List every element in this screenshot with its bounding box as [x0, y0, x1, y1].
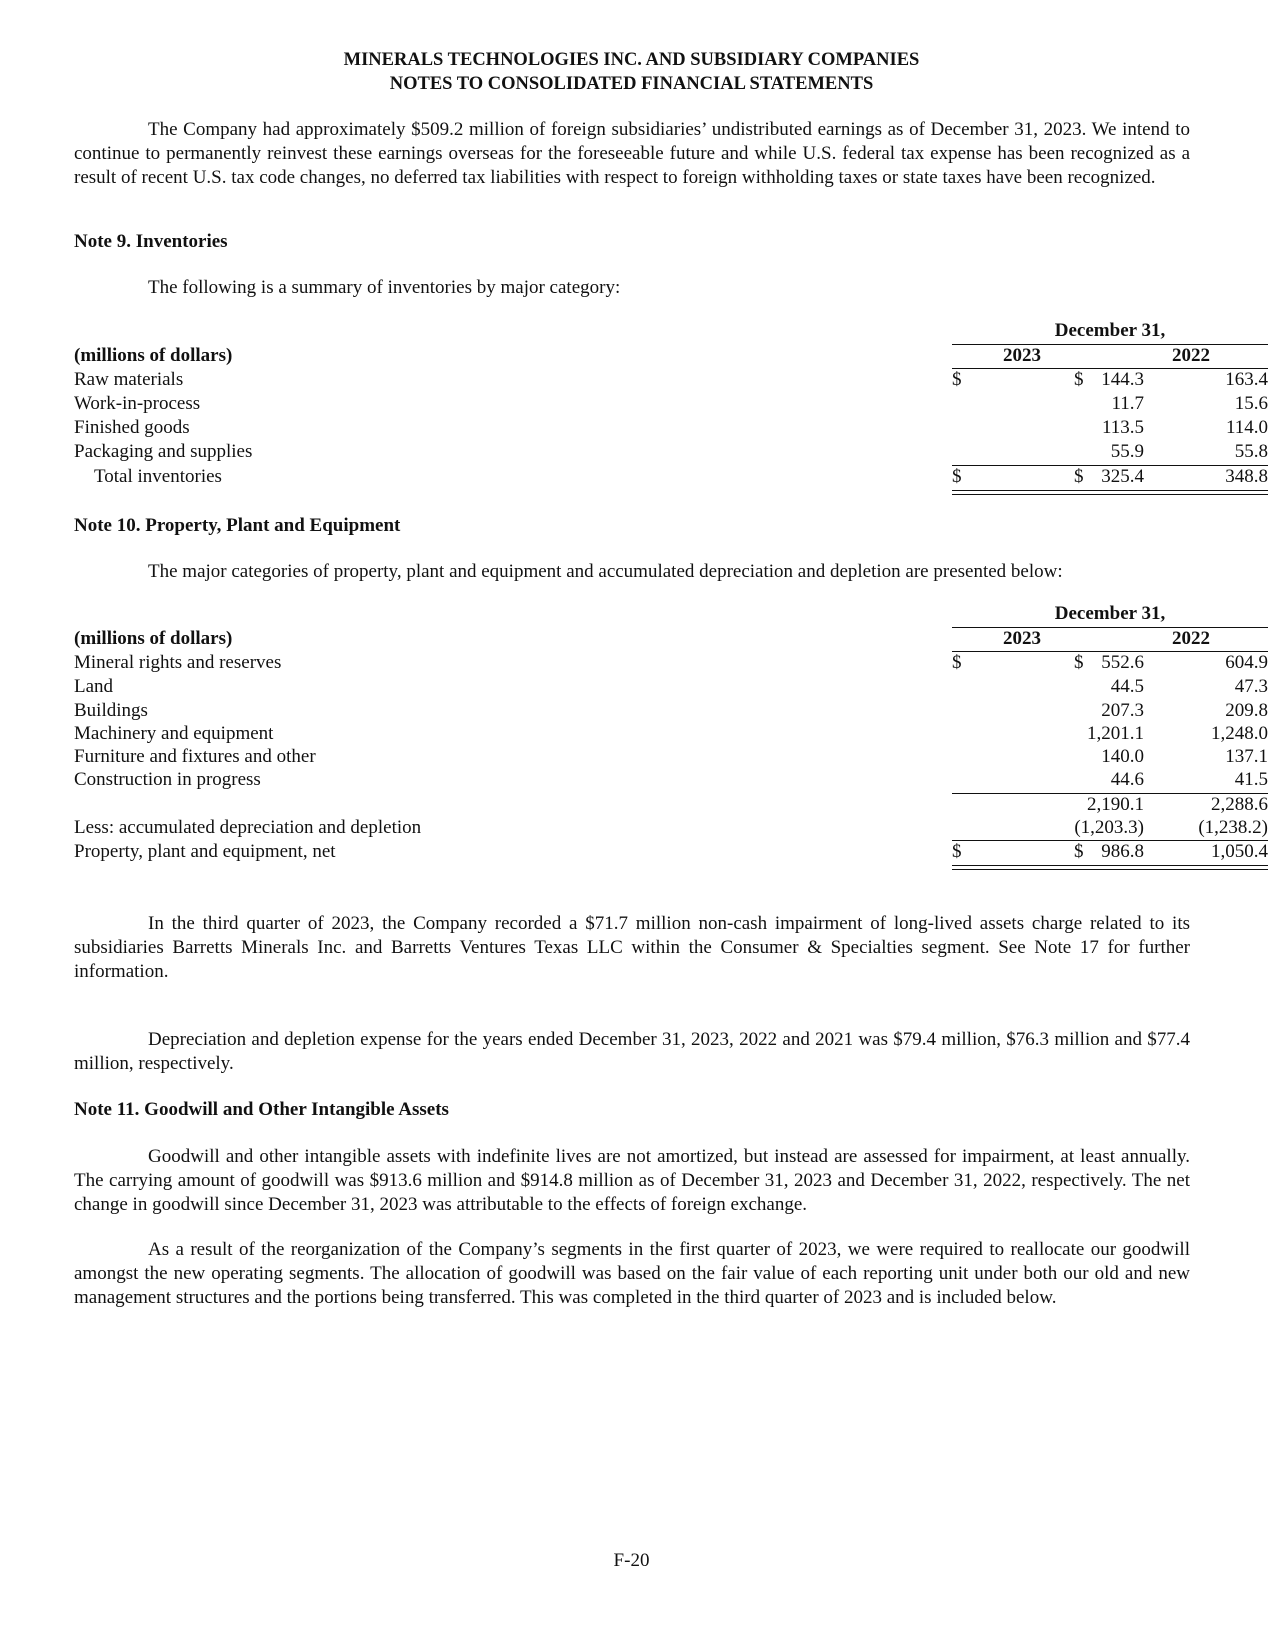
- note9-intro: [74, 276, 1190, 300]
- row-label: Machinery and equipment: [74, 723, 274, 744]
- row-label: Land: [74, 676, 114, 697]
- goodwill-paragraph: [74, 1145, 1190, 1217]
- value-2023: 55.9: [1110, 441, 1144, 462]
- value-2022: 348.8: [1225, 466, 1268, 487]
- value-2023: 44.6: [1110, 769, 1144, 790]
- column-header-row: [74, 627, 1210, 651]
- table-row: [74, 416, 1268, 440]
- value-2023: 325.4: [1101, 466, 1144, 487]
- paragraph-text: Goodwill and other intangible assets with indefinite lives are not amortized, but instead are assessed for impairment, at least annually. The carrying amount of goodwill was $913.6 million and $914.8 million as of December 31, 2023 and December 31, 2022, respectively. The net change in goodwill since December 31, 2023 was attributable to the effects of foreign exchange.: [74, 1146, 1190, 1215]
- units-label: (millions of dollars): [74, 628, 233, 649]
- depreciation-paragraph: [74, 1028, 1190, 1076]
- row-label: Furniture and fixtures and other: [74, 746, 316, 767]
- dollar-sign: $: [1074, 841, 1084, 862]
- total-double-underline: [1074, 490, 1268, 495]
- value-2022: (1,238.2): [1198, 817, 1268, 838]
- value-2022: 114.0: [1225, 417, 1268, 438]
- column-header-row: [74, 344, 1210, 368]
- row-label: Raw materials: [74, 369, 184, 390]
- paragraph-text: Depreciation and depletion expense for the years ended December 31, 2023, 2022 and 2021 was $79.4 million, $76.3 million and $77.4 million, respectively.: [74, 1029, 1190, 1074]
- col-2022-header: 2022: [1172, 345, 1210, 366]
- table-row-total: [74, 840, 1268, 864]
- row-label: Finished goods: [74, 417, 190, 438]
- value-2023: 113.5: [1101, 417, 1144, 438]
- table-row: [74, 675, 1268, 699]
- value-2022: 47.3: [1234, 676, 1268, 697]
- dollar-sign: $: [952, 466, 962, 487]
- dollar-sign: $: [1074, 369, 1084, 390]
- col-2023-header: 2023: [1003, 345, 1041, 366]
- value-2023: 44.5: [1110, 676, 1144, 697]
- paragraph-text: The following is a summary of inventories by major category:: [148, 277, 621, 298]
- table-row: [74, 651, 1268, 675]
- note11-title: Note 11. Goodwill and Other Intangible Assets: [74, 1099, 449, 1120]
- row-label: Less: accumulated depreciation and depletion: [74, 817, 422, 838]
- value-2023: 144.3: [1101, 369, 1144, 390]
- table-row: [74, 699, 1268, 723]
- page-number: F-20: [613, 1550, 650, 1571]
- value-2022: 55.8: [1234, 441, 1268, 462]
- value-2022: 604.9: [1225, 652, 1268, 673]
- note9-title: Note 9. Inventories: [74, 231, 228, 252]
- table-row: [74, 768, 1268, 792]
- table-row: [74, 440, 1268, 464]
- table-row: [74, 392, 1268, 416]
- value-2023: 207.3: [1101, 700, 1144, 721]
- dollar-sign: $: [952, 652, 962, 673]
- col-2022-header: 2022: [1172, 628, 1210, 649]
- row-label: Packaging and supplies: [74, 441, 253, 462]
- value-2023: 11.7: [1111, 393, 1144, 414]
- units-label: (millions of dollars): [74, 345, 233, 366]
- value-2023: 552.6: [1101, 652, 1144, 673]
- table-row-subtotal: [74, 793, 1268, 817]
- value-2022: 137.1: [1225, 746, 1268, 767]
- row-label: Buildings: [74, 700, 148, 721]
- value-2023: 986.8: [1101, 841, 1144, 862]
- value-2022: 209.8: [1225, 700, 1268, 721]
- statement-header: NOTES TO CONSOLIDATED FINANCIAL STATEMENTS: [389, 74, 874, 94]
- value-2022: 41.5: [1234, 769, 1268, 790]
- reorganization-paragraph: [74, 1238, 1190, 1310]
- note10-title: Note 10. Property, Plant and Equipment: [74, 515, 401, 536]
- value-2022: 1,248.0: [1211, 723, 1268, 744]
- impairment-paragraph: [74, 912, 1190, 984]
- paragraph-text: The Company had approximately $509.2 million of foreign subsidiaries’ undistributed earnings as of December 31, 2023. We intend to continue to permanently reinvest these earnings overseas for the foreseeable future and while U.S. federal tax expense has been recognized as a result of recent U.S. tax code changes, no deferred tax liabilities with respect to foreign withholding taxes or state taxes have been recognized.: [74, 119, 1190, 188]
- dollar-sign: $: [1074, 466, 1084, 487]
- paragraph-text: As a result of the reorganization of the Company’s segments in the first quarter of 2023, we were required to reallocate our goodwill amongst the new operating segments. The allocation of goodwill was based on the fair value of each reporting unit under both our old and new management structures and the portions being transferred. This was completed in the third quarter of 2023 and is included below.: [74, 1239, 1190, 1308]
- col-2023-header: 2023: [1003, 628, 1041, 649]
- period-header: December 31,: [1054, 320, 1166, 341]
- row-label: Total inventories: [94, 466, 222, 487]
- row-label: Construction in progress: [74, 769, 261, 790]
- value-2022: 1,050.4: [1211, 841, 1268, 862]
- value-2022: 163.4: [1225, 369, 1268, 390]
- table-row-total: [74, 465, 1268, 489]
- total-double-underline: [1074, 865, 1268, 870]
- table-row: [74, 722, 1268, 746]
- paragraph-text: In the third quarter of 2023, the Company recorded a $71.7 million non-cash impairment of long-lived assets charge related to its subsidiaries Barretts Minerals Inc. and Barretts Ventures Texas LLC within the Consumer & Specialties segment. See Note 17 for further information.: [74, 913, 1190, 982]
- value-2023: 140.0: [1101, 746, 1144, 767]
- dollar-sign: $: [952, 369, 962, 390]
- paragraph-text: The major categories of property, plant and equipment and accumulated depreciation and depletion are presented below:: [148, 561, 1063, 582]
- table-row: [74, 368, 1268, 392]
- dollar-sign: $: [952, 841, 962, 862]
- value-2023: 1,201.1: [1087, 723, 1144, 744]
- row-label: Mineral rights and reserves: [74, 652, 282, 673]
- row-label: Property, plant and equipment, net: [74, 841, 336, 862]
- table-row: [74, 816, 1268, 840]
- note10-intro: [74, 560, 1190, 584]
- dollar-sign: $: [1074, 652, 1084, 673]
- table-row: [74, 745, 1268, 769]
- period-header: December 31,: [1054, 603, 1166, 624]
- value-2023: 2,190.1: [1087, 794, 1144, 815]
- company-header: MINERALS TECHNOLOGIES INC. AND SUBSIDIARY COMPANIES: [343, 50, 920, 70]
- value-2023: (1,203.3): [1074, 817, 1144, 838]
- value-2022: 2,288.6: [1211, 794, 1268, 815]
- row-label: Work-in-process: [74, 393, 201, 414]
- value-2022: 15.6: [1234, 393, 1268, 414]
- foreign-earnings-paragraph: [74, 118, 1190, 190]
